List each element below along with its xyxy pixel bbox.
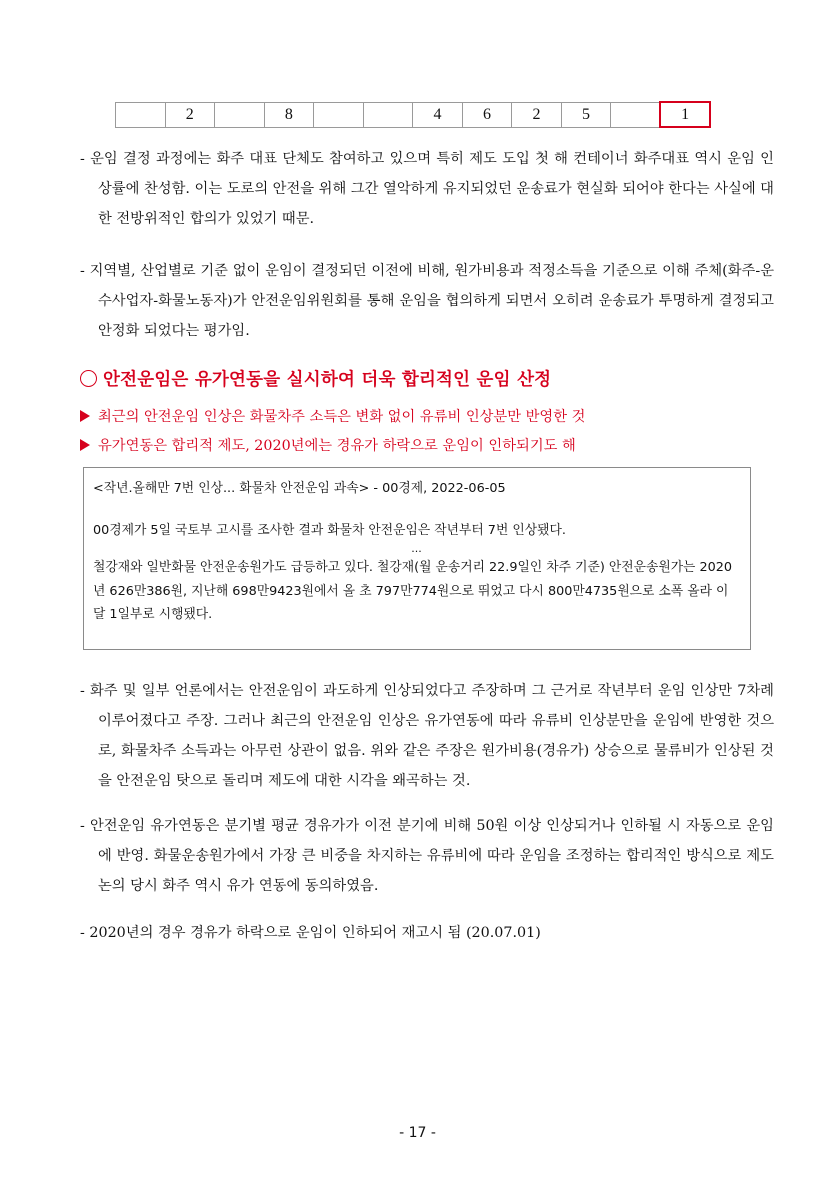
rank-table [115, 101, 711, 128]
paragraph-fuel-indexation: - 안전운임 유가연동은 분기별 평균 경유가가 이전 분기에 비해 50원 이상 인상되거나 인하될 시 자동으로 운임에 반영. 화물운송원가에서 가장 큰 비중을 차지하는 유류비에 따라 운임을 조정하는 합리적인 방식으로 제도 논의 당시 화주 역시 유가 연동에 동의하였음. [80, 818, 774, 894]
triangle-bullet-icon [80, 439, 90, 451]
table-row [116, 102, 711, 127]
table-cell [314, 102, 364, 127]
quote-line: 00경제가 5일 국토부 고시를 조사한 결과 화물차 안전운임은 작년부터 7번 인상됐다. [93, 522, 566, 538]
paragraph-fare-consensus: - 운임 결정 과정에는 화주 대표 단체도 참여하고 있으며 특히 제도 도입 첫 해 컨테이너 화주대표 역시 운임 인상률에 찬성함. 이는 도로의 안전을 위해 그간 열악하게 유지되었던 운송료가 현실화 되어야 한다는 사실에 대한 전방위적인 합의가 있었기 때문. [80, 151, 774, 227]
table-cell [215, 102, 265, 127]
table-cell [611, 102, 661, 127]
quote-body: 철강재와 일반화물 안전운송원가도 급등하고 있다. 철강재(월 운송거리 22.9일인 차주 기준) 안전운송원가는 2020년 626만386원, 지난해 698만9423원에서 올 초 797만774원으로 뛰었고 다시 800만4735원으로 소폭 올라 이달 1일부로 시행됐다. [93, 560, 733, 622]
bullet-item [80, 435, 576, 455]
table-cell: 2 [512, 102, 562, 127]
table-cell [363, 102, 413, 127]
bullet-item [80, 406, 585, 426]
paragraph-transparency: - 지역별, 산업별로 기준 없이 운임이 결정되던 이전에 비해, 원가비용과 적정소득을 기준으로 이해 주체(화주-운수사업자-화물노동자)가 안전운임위원회를 통해 운임을 협의하게 되면서 오히려 운송료가 투명하게 결정되고 안정화 되었다는 평가임. [80, 263, 774, 339]
page-number: - 17 - [399, 1125, 436, 1141]
highlighted-cell: 1 [660, 102, 710, 127]
table-cell: 5 [561, 102, 611, 127]
circle-icon [80, 370, 97, 387]
quote-ellipsis: ... [411, 542, 422, 555]
triangle-bullet-icon [80, 410, 90, 422]
section-title [80, 366, 551, 391]
table-cell: 2 [165, 102, 215, 127]
table-cell: 6 [462, 102, 512, 127]
table-cell: 4 [413, 102, 463, 127]
quote-headline: <작년.올해만 7번 인상... 화물차 안전운임 과속> - 00경제, 2022-06-05 [93, 481, 506, 496]
table-cell [116, 102, 166, 127]
section-title-text: 안전운임은 유가연동을 실시하여 더욱 합리적인 운임 산정 [103, 370, 552, 390]
paragraph-2020-reduction: - 2020년의 경우 경유가 하락으로 운임이 인하되어 재고시 됨 (20.07.01) [80, 925, 541, 941]
bullet-text: 최근의 안전운임 인상은 화물차주 소득은 변화 없이 유류비 인상분만 반영한 것 [98, 409, 586, 425]
bullet-text: 유가연동은 합리적 제도, 2020년에는 경유가 하락으로 운임이 인하되기도 해 [98, 438, 576, 454]
news-quote-box [83, 467, 751, 650]
table-cell: 8 [264, 102, 314, 127]
paragraph-rebuttal: - 화주 및 일부 언론에서는 안전운임이 과도하게 인상되었다고 주장하며 그 근거로 작년부터 운임 인상만 7차례 이루어졌다고 주장. 그러나 최근의 안전운임 인상은 유가연동에 따라 유류비 인상분만을 운임에 반영한 것으로, 화물차주 소득과는 아무런 상관이 없음. 위와 같은 주장은 원가비용(경유가) 상승으로 물류비가 인상된 것을 안전운임 탓으로 돌리며 제도에 대한 시각을 왜곡하는 것. [80, 683, 774, 789]
